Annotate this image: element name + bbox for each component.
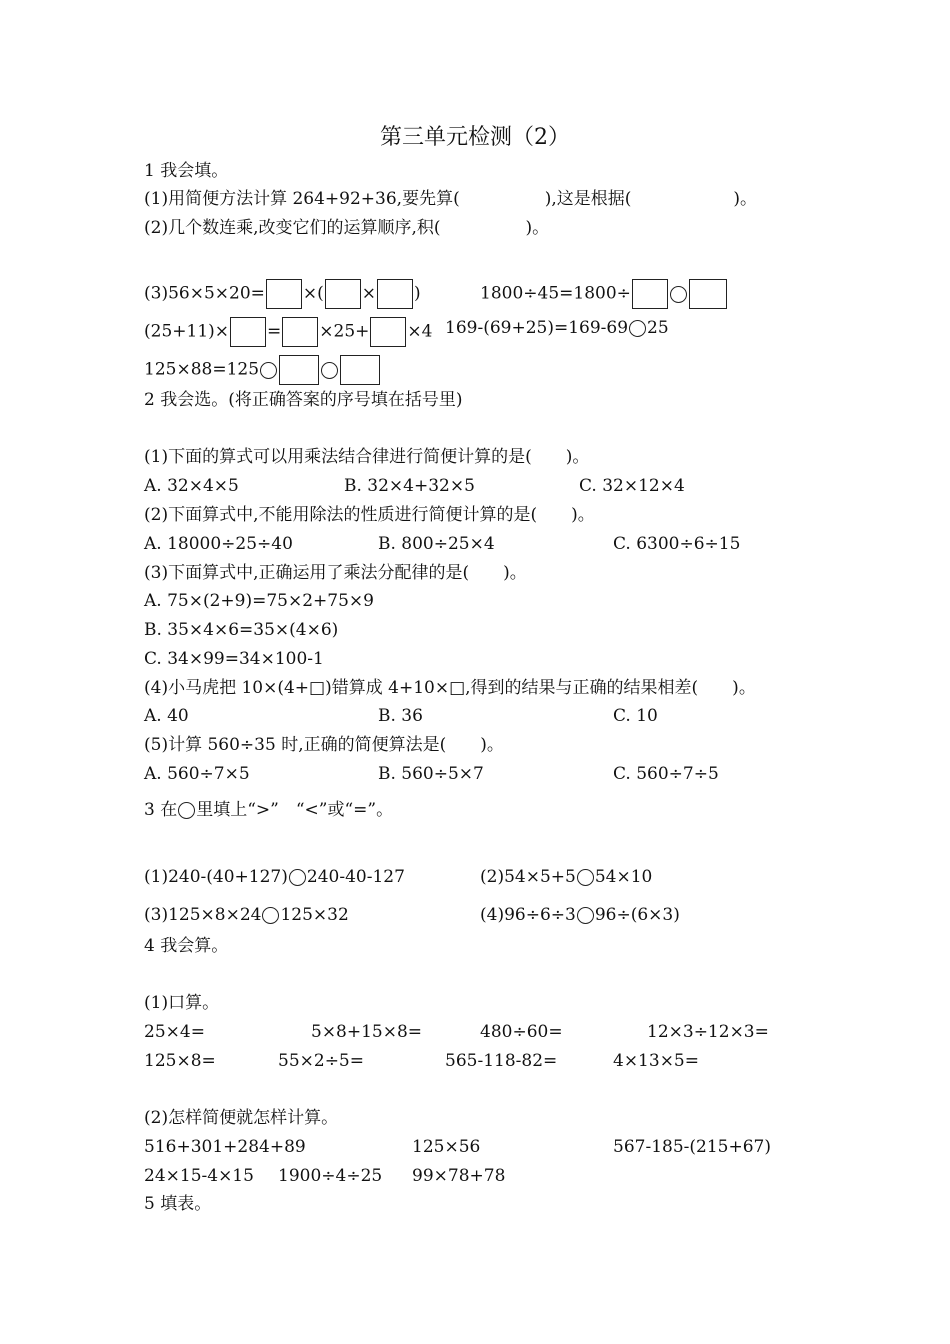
option-c[interactable]: C. 6300÷6÷15 [613,534,741,554]
s2-question-5: (5)计算 560÷35 时,正确的简便算法是( )。 [144,735,504,755]
oral-problem: 480÷60= [480,1022,563,1042]
answer-circle[interactable] [577,907,594,924]
s1-q3a-prefix: (3)56×5×20= [144,283,265,304]
option-b[interactable]: B. 560÷5×7 [378,764,484,784]
s1-q3-line-d [445,317,669,339]
oral-problem: 4×13×5= [613,1051,699,1071]
s1-q3a-times-open: ×( [302,283,324,304]
compare-item [144,904,349,926]
answer-box[interactable] [230,317,266,347]
s1-question-2: (2)几个数连乘,改变它们的运算顺序,积( )。 [144,218,550,238]
s1-q3a-times: × [361,283,377,304]
answer-box[interactable] [266,279,302,309]
oral-problem: 55×2÷5= [278,1051,364,1071]
s1-q3-line-c [144,317,432,347]
option-a[interactable]: A. 75×(2+9)=75×2+75×9 [144,591,374,611]
answer-box[interactable] [282,317,318,347]
s4-sub-2: (2)怎样简便就怎样计算。 [144,1108,339,1128]
section-2-heading: 2 我会选。(将正确答案的序号填在括号里) [144,390,463,410]
calc-problem: 1900÷4÷25 [278,1166,383,1186]
option-b[interactable]: B. 800÷25×4 [378,534,495,554]
answer-box[interactable] [632,279,668,309]
page-title: 第三单元检测（2） [380,125,570,150]
oral-problem: 12×3÷12×3= [647,1022,769,1042]
answer-circle[interactable] [577,869,594,886]
s1-q3d-prefix: 169-(69+25)=169-69 [445,318,629,338]
compare-right: 125×32 [280,905,349,925]
option-c[interactable]: C. 32×12×4 [579,476,685,496]
s2-question-4: (4)小马虎把 10×(4+□)错算成 4+10×□,得到的结果与正确的结果相差( )。 [144,678,756,698]
s1-q3b-prefix: 1800÷45=1800÷ [480,283,631,304]
calc-problem: 516+301+284+89 [144,1137,306,1157]
oral-problem: 5×8+15×8= [311,1022,423,1042]
calc-problem: 24×15-4×15 [144,1166,254,1186]
oral-problem: 125×8= [144,1051,216,1071]
section-5-heading: 5 填表。 [144,1194,212,1214]
answer-circle[interactable] [670,286,687,303]
compare-item [480,866,652,888]
option-b[interactable]: B. 32×4+32×5 [344,476,475,496]
calc-problem: 99×78+78 [412,1166,506,1186]
calc-problem: 567-185-(215+67) [613,1137,771,1157]
s1-q3c-prefix: (25+11)× [144,321,230,342]
calc-problem: 125×56 [412,1137,481,1157]
section-4-heading: 4 我会算。 [144,936,229,956]
oral-problem: 25×4= [144,1022,205,1042]
circle-icon [178,802,195,819]
option-a[interactable]: A. 18000÷25÷40 [144,534,293,554]
answer-circle[interactable] [629,320,646,337]
section-1-heading: 1 我会填。 [144,161,229,181]
s2-question-1: (1)下面的算式可以用乘法结合律进行简便计算的是( )。 [144,447,590,467]
answer-circle[interactable] [321,362,338,379]
s1-q3-line-e [144,355,381,385]
s1-q3-line-a [144,279,421,309]
answer-box[interactable] [279,355,319,385]
s2-question-2: (2)下面算式中,不能用除法的性质进行简便计算的是( )。 [144,505,595,525]
option-b[interactable]: B. 36 [378,706,423,726]
option-a[interactable]: A. 560÷7×5 [144,764,250,784]
answer-box[interactable] [689,279,727,309]
s1-q3c-end: ×4 [407,321,433,342]
s1-q3d-end: 25 [647,318,669,338]
answer-box[interactable] [370,317,406,347]
compare-right: 54×10 [594,867,653,887]
answer-box[interactable] [340,355,380,385]
option-c[interactable]: C. 560÷7÷5 [613,764,719,784]
compare-left: (4)96÷6÷3 [480,905,576,925]
option-c[interactable]: C. 10 [613,706,658,726]
answer-box[interactable] [325,279,361,309]
s1-q3c-eq: = [267,321,282,342]
option-a[interactable]: A. 32×4×5 [144,476,239,496]
option-a[interactable]: A. 40 [144,706,189,726]
s1-q3-line-b [480,279,728,309]
s1-q3e-prefix: 125×88=125 [144,359,260,380]
compare-right: 240-40-127 [306,867,405,887]
s3-heading-pre: 3 在 [144,800,178,820]
compare-left: (2)54×5+5 [480,867,576,887]
option-b[interactable]: B. 35×4×6=35×(4×6) [144,620,339,640]
section-3-heading [144,799,393,821]
s3-heading-post: 里填上“>” “<”或“=”。 [196,800,394,820]
s1-q3a-close: ) [414,283,421,304]
compare-right: 96÷(6×3) [594,905,680,925]
s1-q3c-mid: ×25+ [319,321,370,342]
option-c[interactable]: C. 34×99=34×100-1 [144,649,324,669]
answer-circle[interactable] [289,869,306,886]
compare-item [480,904,680,926]
s2-question-3: (3)下面算式中,正确运用了乘法分配律的是( )。 [144,563,527,583]
answer-circle[interactable] [260,362,277,379]
answer-box[interactable] [377,279,413,309]
s4-sub-1: (1)口算。 [144,993,220,1013]
oral-problem: 565-118-82= [445,1051,558,1071]
compare-left: (1)240-(40+127) [144,867,288,887]
compare-left: (3)125×8×24 [144,905,262,925]
compare-item [144,866,405,888]
answer-circle[interactable] [262,907,279,924]
s1-question-1: (1)用简便方法计算 264+92+36,要先算( ),这是根据( )。 [144,189,758,209]
